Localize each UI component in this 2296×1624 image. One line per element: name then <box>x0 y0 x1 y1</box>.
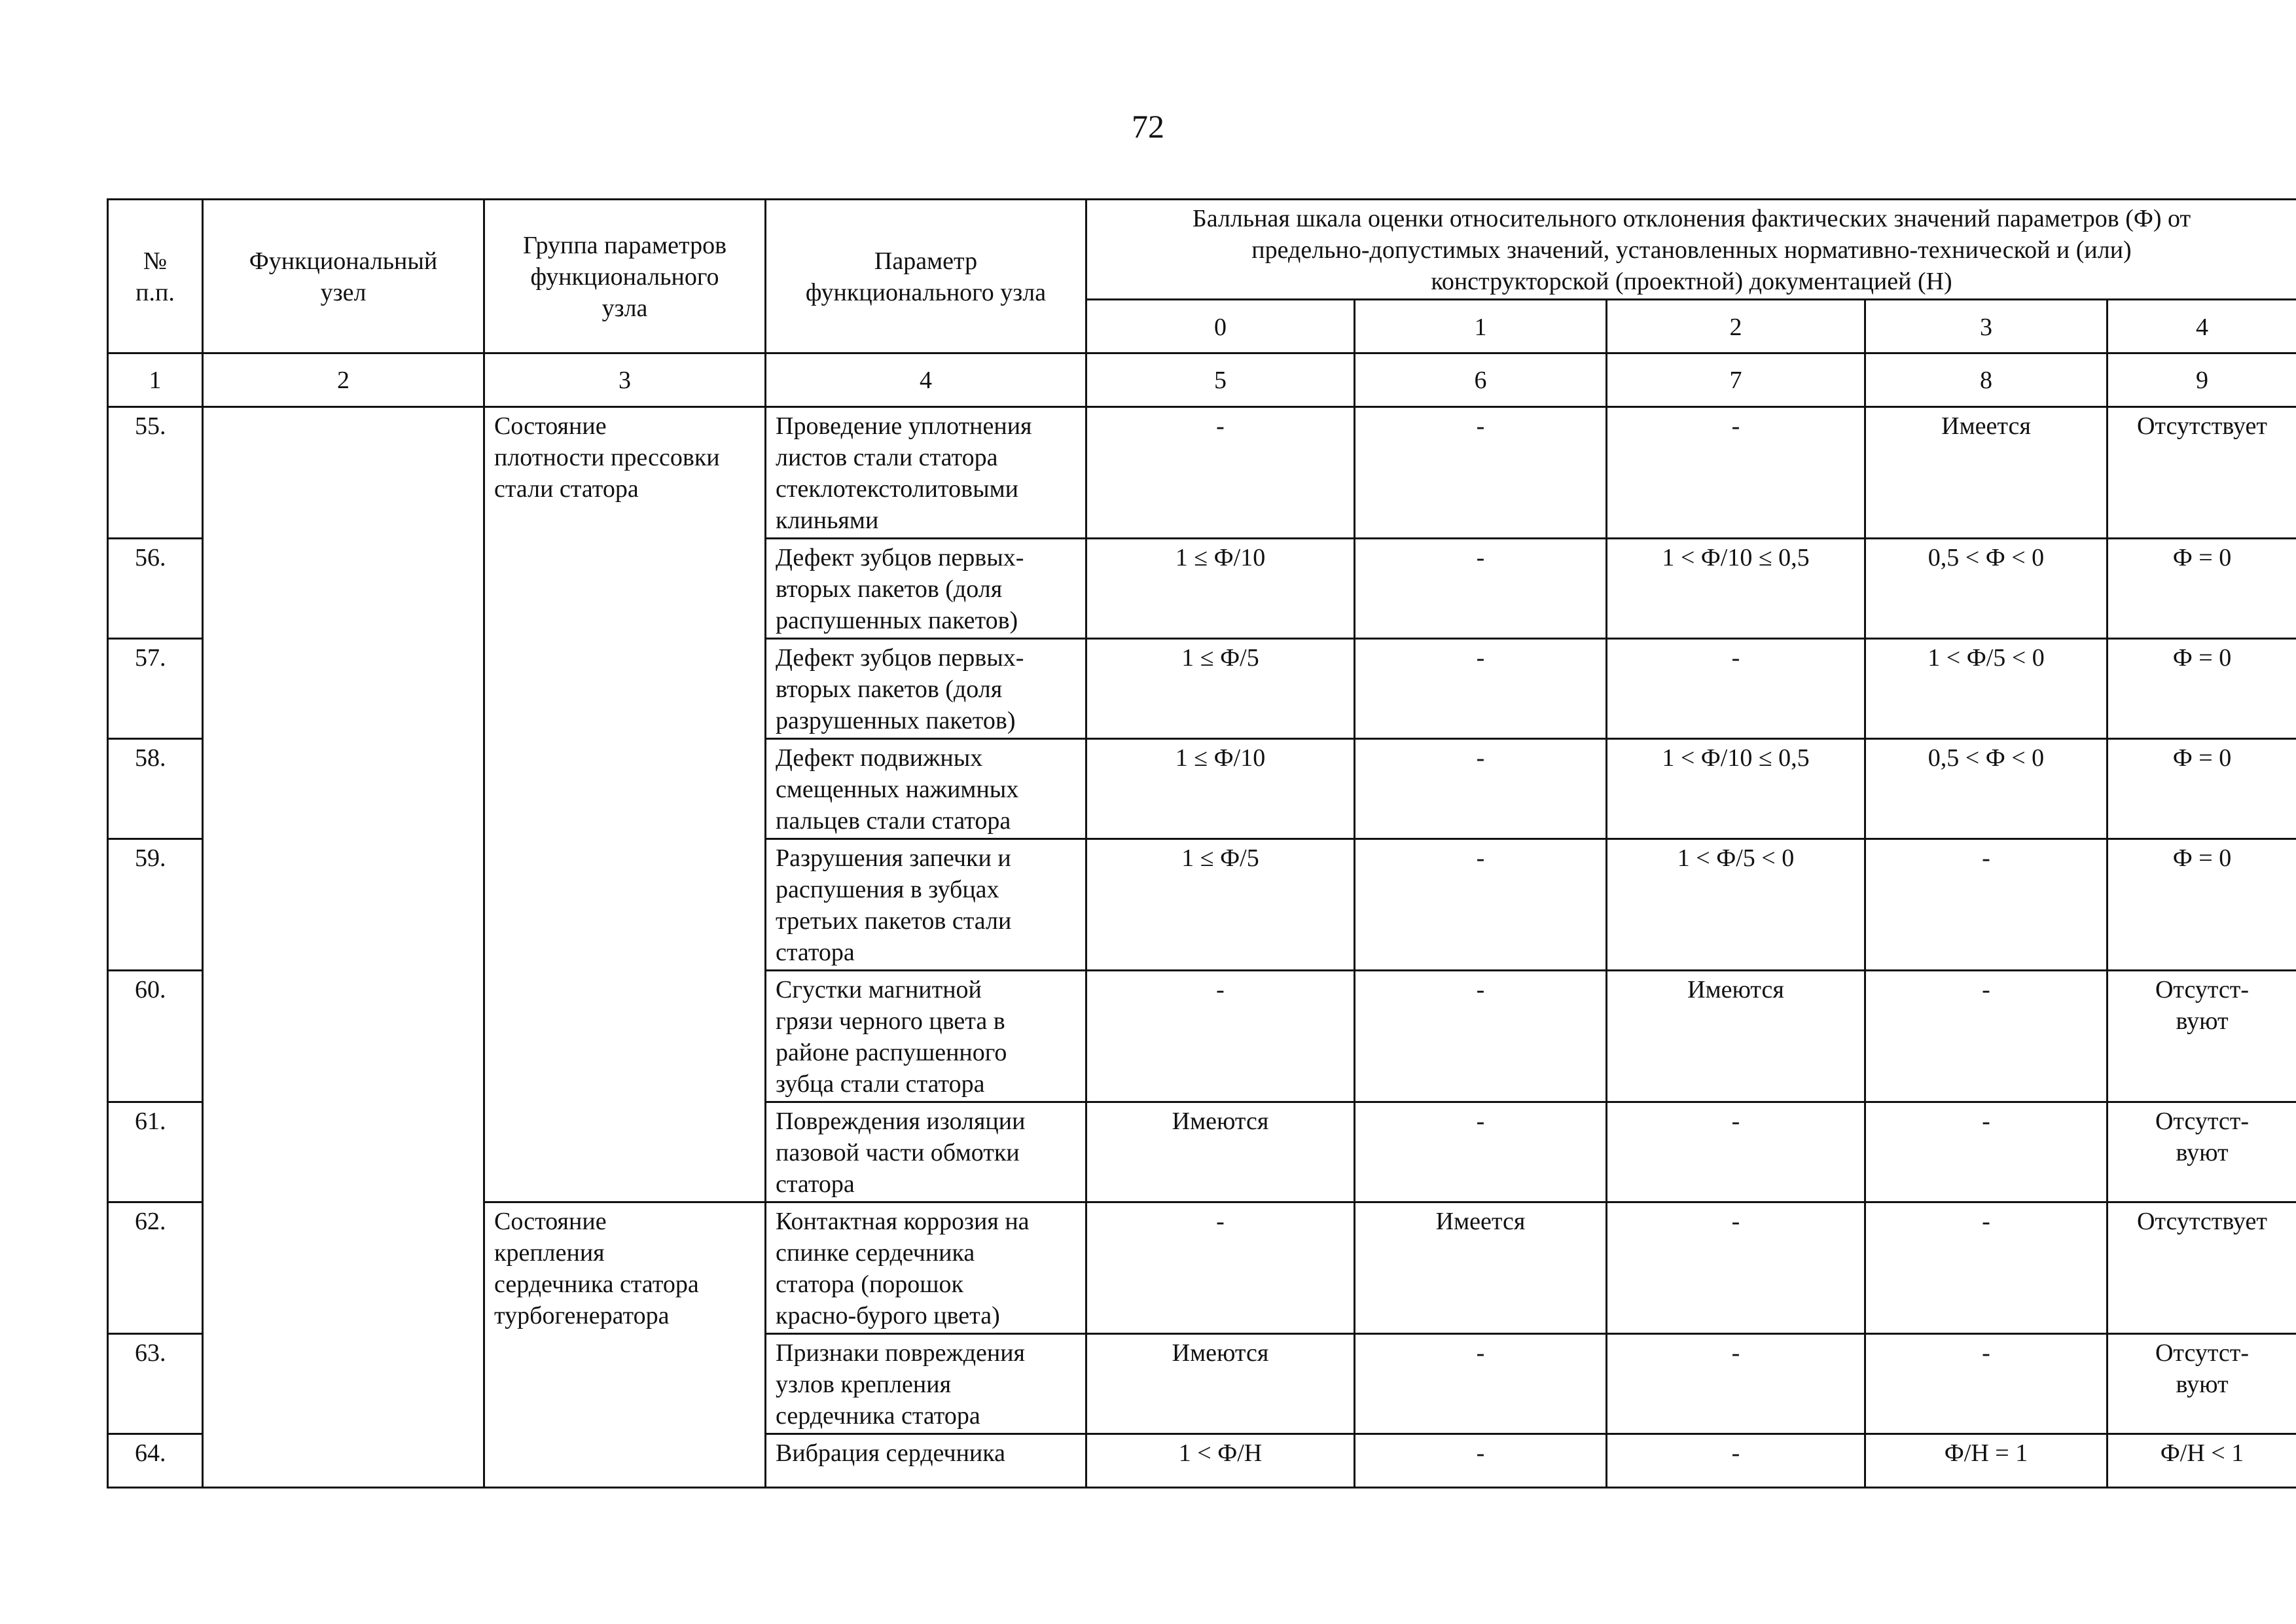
score-3-cell: 0,5 < Ф < 0 <box>1865 739 2108 839</box>
header-parameter-group: Группа параметров функционального узла <box>484 200 766 353</box>
header-num: № п.п. <box>108 200 203 353</box>
score-4-cell: Ф = 0 <box>2108 639 2296 739</box>
score-4-cell: Отсутст- вуют <box>2108 971 2296 1102</box>
score-3-cell: - <box>1865 839 2108 971</box>
score-2-cell: - <box>1607 1202 1865 1334</box>
column-number: 1 <box>108 353 203 407</box>
score-3-cell: Имеется <box>1865 407 2108 539</box>
parameter-cell: Вибрация сердечника <box>766 1434 1086 1488</box>
parameter-group-core-fastening: Состояние крепления сердечника статора турбогенератора <box>484 1202 766 1488</box>
score-0-cell: - <box>1086 971 1355 1102</box>
score-0-cell: - <box>1086 407 1355 539</box>
score-2-cell: - <box>1607 639 1865 739</box>
score-1-cell: - <box>1355 971 1607 1102</box>
column-number: 9 <box>2108 353 2296 407</box>
parameters-table <box>107 198 2296 1489</box>
score-4-cell: Ф = 0 <box>2108 839 2296 971</box>
score-4-cell: Ф = 0 <box>2108 739 2296 839</box>
header-parameter: Параметр функционального узла <box>766 200 1086 353</box>
score-2-cell: - <box>1607 1102 1865 1202</box>
score-2-cell: - <box>1607 407 1865 539</box>
score-1-cell: - <box>1355 1102 1607 1202</box>
score-3-cell: - <box>1865 971 2108 1102</box>
row-number: 55. <box>108 407 203 539</box>
score-3-cell: Ф/Н = 1 <box>1865 1434 2108 1488</box>
score-1-cell: - <box>1355 1334 1607 1434</box>
column-number: 2 <box>203 353 484 407</box>
row-number: 58. <box>108 739 203 839</box>
column-number: 3 <box>484 353 766 407</box>
score-1-cell: - <box>1355 639 1607 739</box>
header-score-4: 4 <box>2108 300 2296 353</box>
column-number: 5 <box>1086 353 1355 407</box>
score-0-cell: - <box>1086 1202 1355 1334</box>
score-1-cell: - <box>1355 539 1607 639</box>
score-0-cell: 1 ≤ Ф/10 <box>1086 739 1355 839</box>
row-number: 60. <box>108 971 203 1102</box>
parameter-cell: Повреждения изоляции пазовой части обмотки статора <box>766 1102 1086 1202</box>
score-4-cell: Отсутст- вуют <box>2108 1102 2296 1202</box>
parameter-cell: Признаки повреждения узлов крепления сердечника статора <box>766 1334 1086 1434</box>
header-score-1: 1 <box>1355 300 1607 353</box>
row-number: 59. <box>108 839 203 971</box>
score-1-cell: Имеется <box>1355 1202 1607 1334</box>
header-functional-node: Функциональный узел <box>203 200 484 353</box>
header-score-3: 3 <box>1865 300 2108 353</box>
score-1-cell: - <box>1355 839 1607 971</box>
parameter-cell: Сгустки магнитной грязи черного цвета в районе распушенного зубца стали статора <box>766 971 1086 1102</box>
score-1-cell: - <box>1355 739 1607 839</box>
score-4-cell: Ф = 0 <box>2108 539 2296 639</box>
score-0-cell: 1 ≤ Ф/5 <box>1086 639 1355 739</box>
page-number: 72 <box>1132 108 1164 145</box>
parameter-cell: Дефект подвижных смещенных нажимных пальцев стали статора <box>766 739 1086 839</box>
row-number: 62. <box>108 1202 203 1334</box>
score-2-cell: - <box>1607 1334 1865 1434</box>
parameter-cell: Дефект зубцов первых- вторых пакетов (доля распушенных пакетов) <box>766 539 1086 639</box>
row-number: 63. <box>108 1334 203 1434</box>
score-1-cell: - <box>1355 407 1607 539</box>
score-4-cell: Отсутствует <box>2108 407 2296 539</box>
score-3-cell: 1 < Ф/5 < 0 <box>1865 639 2108 739</box>
row-number: 57. <box>108 639 203 739</box>
score-3-cell: - <box>1865 1334 2108 1434</box>
score-0-cell: Имеются <box>1086 1102 1355 1202</box>
score-2-cell: - <box>1607 1434 1865 1488</box>
score-0-cell: 1 < Ф/Н <box>1086 1434 1355 1488</box>
table-row <box>108 407 2296 539</box>
score-4-cell: Отсутствует <box>2108 1202 2296 1334</box>
row-number: 64. <box>108 1434 203 1488</box>
parameter-cell: Разрушения запечки и распушения в зубцах третьих пакетов стали статора <box>766 839 1086 971</box>
score-4-cell: Ф/Н < 1 <box>2108 1434 2296 1488</box>
parameter-cell: Дефект зубцов первых- вторых пакетов (доля разрушенных пакетов) <box>766 639 1086 739</box>
column-number: 6 <box>1355 353 1607 407</box>
score-0-cell: Имеются <box>1086 1334 1355 1434</box>
header-score-0: 0 <box>1086 300 1355 353</box>
score-2-cell: 1 < Ф/10 ≤ 0,5 <box>1607 739 1865 839</box>
parameter-cell: Контактная коррозия на спинке сердечника статора (порошок красно-бурого цвета) <box>766 1202 1086 1334</box>
header-score-scale: Балльная шкала оценки относительного отклонения фактических значений параметров (Ф) от предельно-допустимых значений, установленных нормативно-технической и (или) конструкторской (проектной) документацией (Н) <box>1086 200 2296 300</box>
score-0-cell: 1 ≤ Ф/5 <box>1086 839 1355 971</box>
column-number: 8 <box>1865 353 2108 407</box>
score-2-cell: Имеются <box>1607 971 1865 1102</box>
score-0-cell: 1 ≤ Ф/10 <box>1086 539 1355 639</box>
score-2-cell: 1 < Ф/10 ≤ 0,5 <box>1607 539 1865 639</box>
column-number: 7 <box>1607 353 1865 407</box>
row-number: 56. <box>108 539 203 639</box>
header-score-2: 2 <box>1607 300 1865 353</box>
score-3-cell: 0,5 < Ф < 0 <box>1865 539 2108 639</box>
parameter-group-density: Состояние плотности прессовки стали статора <box>484 407 766 1202</box>
score-2-cell: 1 < Ф/5 < 0 <box>1607 839 1865 971</box>
score-3-cell: - <box>1865 1102 2108 1202</box>
score-4-cell: Отсутст- вуют <box>2108 1334 2296 1434</box>
score-3-cell: - <box>1865 1202 2108 1334</box>
parameter-cell: Проведение уплотнения листов стали статора стеклотекстолитовыми клиньями <box>766 407 1086 539</box>
column-number: 4 <box>766 353 1086 407</box>
row-number: 61. <box>108 1102 203 1202</box>
functional-node-cell <box>203 407 484 1488</box>
score-1-cell: - <box>1355 1434 1607 1488</box>
